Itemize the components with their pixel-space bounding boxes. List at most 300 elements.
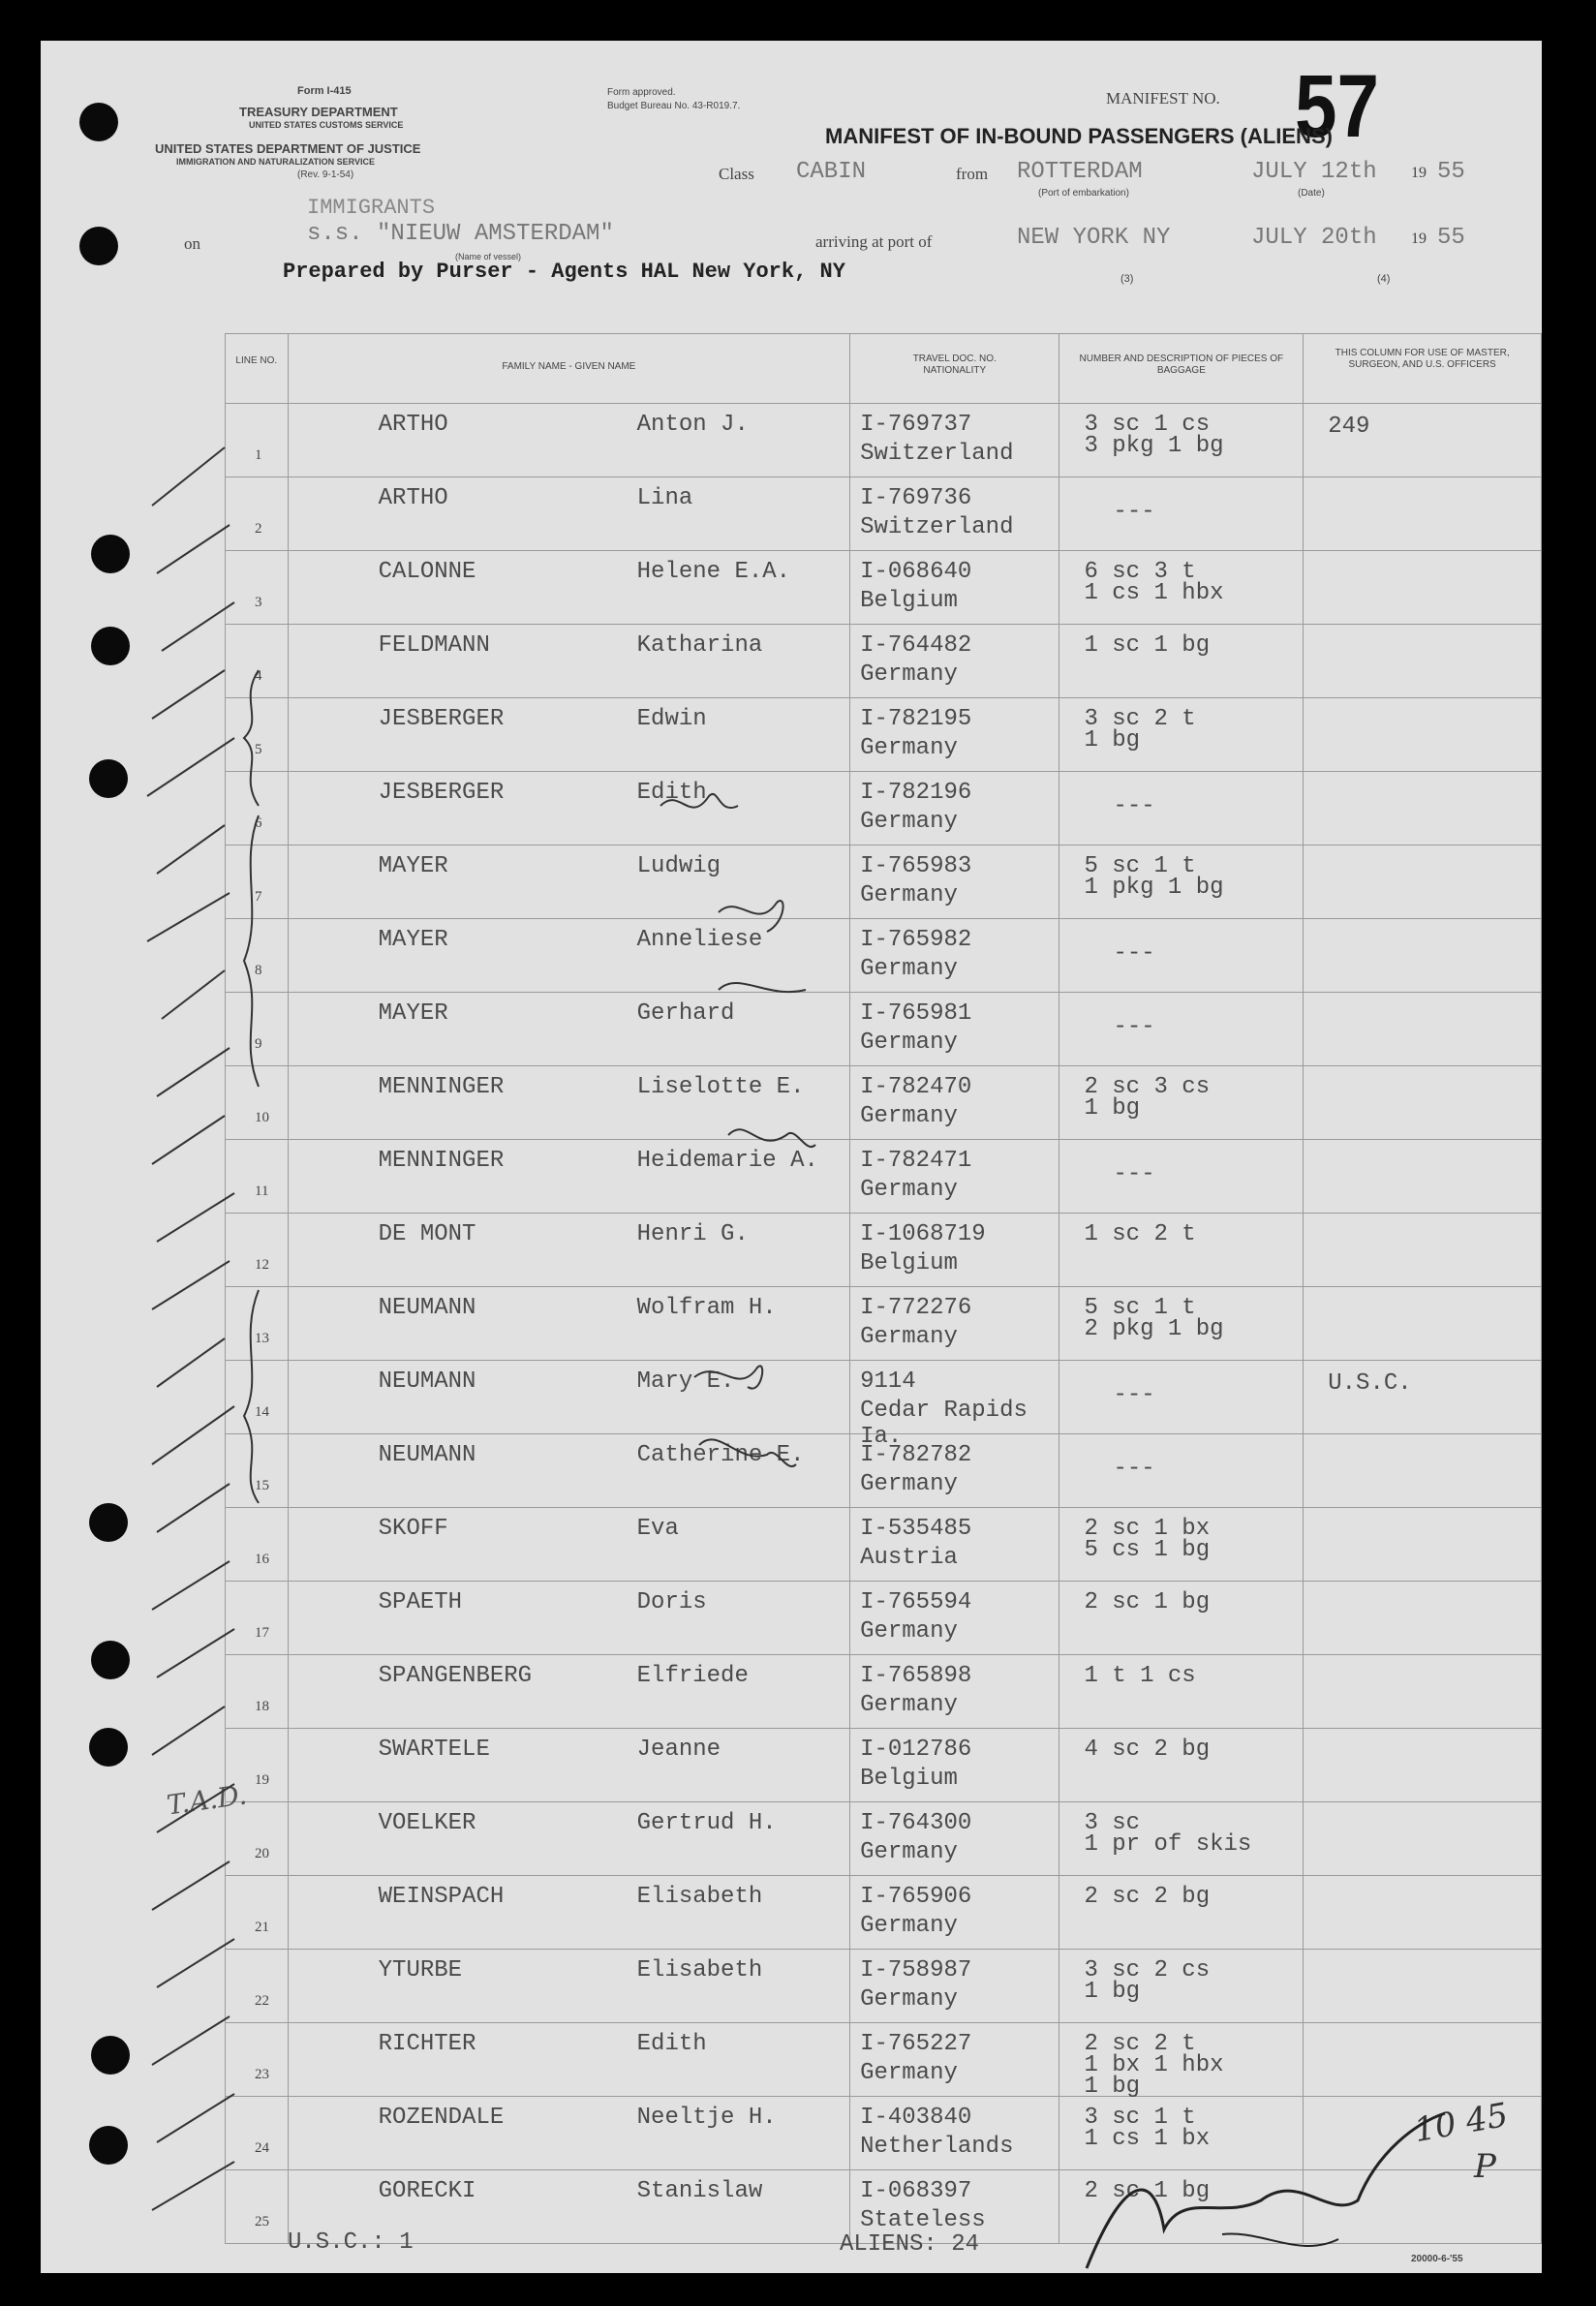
baggage-line: 5 sc 1 t bbox=[1084, 1295, 1196, 1321]
family-name: JESBERGER bbox=[378, 706, 505, 732]
line-number: 24 bbox=[255, 2140, 269, 2156]
officer-note: U.S.C. bbox=[1328, 1370, 1412, 1397]
punch-hole bbox=[89, 759, 128, 798]
travel-doc-number: I-772276 bbox=[860, 1295, 972, 1321]
officer-cell bbox=[1304, 993, 1542, 1066]
baggage-cell bbox=[1059, 477, 1304, 551]
line-number: 23 bbox=[255, 2067, 269, 2082]
baggage-none: --- bbox=[1113, 1382, 1155, 1408]
baggage-line: 2 pkg 1 bg bbox=[1084, 1316, 1224, 1342]
officer-cell bbox=[1304, 1655, 1542, 1729]
family-name: DE MONT bbox=[378, 1221, 476, 1247]
baggage-none: --- bbox=[1113, 1161, 1155, 1187]
family-name: RICHTER bbox=[378, 2031, 476, 2057]
table-row bbox=[226, 1582, 1542, 1655]
line-no-cell bbox=[226, 404, 289, 477]
name-cell bbox=[288, 1876, 849, 1950]
line-number: 3 bbox=[255, 595, 262, 610]
baggage-cell bbox=[1059, 993, 1304, 1066]
from-label: from bbox=[956, 165, 989, 183]
name-cell bbox=[288, 1361, 849, 1434]
travel-doc-cell bbox=[850, 477, 1059, 551]
given-name: Edith bbox=[636, 2031, 707, 2057]
line-number: 10 bbox=[255, 1110, 269, 1125]
baggage-cell bbox=[1059, 698, 1304, 772]
baggage-line: 3 sc bbox=[1084, 1810, 1141, 1836]
officer-cell bbox=[1304, 404, 1542, 477]
col-header-officers: THIS COLUMN FOR USE OF MASTER, SURGEON, AND U.S. OFFICERS bbox=[1304, 334, 1542, 404]
line-number: 1 bbox=[255, 447, 262, 463]
line-number: 7 bbox=[255, 889, 262, 905]
line-number: 13 bbox=[255, 1331, 269, 1346]
form-approved: Form approved. bbox=[607, 87, 676, 98]
baggage-none: --- bbox=[1113, 1014, 1155, 1040]
line-no-cell bbox=[226, 1582, 289, 1655]
line-no-cell bbox=[226, 698, 289, 772]
name-cell bbox=[288, 698, 849, 772]
name-cell bbox=[288, 477, 849, 551]
family-name: JESBERGER bbox=[378, 780, 505, 806]
margin-note: T.A.D. bbox=[165, 1778, 249, 1822]
table-row bbox=[226, 2097, 1542, 2170]
table-row bbox=[226, 1729, 1542, 1802]
line-number: 2 bbox=[255, 521, 262, 537]
given-name: Neeltje H. bbox=[636, 2105, 777, 2131]
baggage-line: 3 pkg 1 bg bbox=[1084, 433, 1224, 459]
baggage-cell bbox=[1059, 846, 1304, 919]
family-name: NEUMANN bbox=[378, 1295, 476, 1321]
baggage-line: 4 sc 2 bg bbox=[1084, 1737, 1211, 1763]
line-no-cell bbox=[226, 2023, 289, 2097]
given-name: Wolfram H. bbox=[636, 1295, 777, 1321]
name-cell bbox=[288, 772, 849, 846]
travel-doc-cell bbox=[850, 1140, 1059, 1214]
officer-cell bbox=[1304, 1287, 1542, 1361]
table-row bbox=[226, 625, 1542, 698]
baggage-line: 3 sc 2 t bbox=[1084, 706, 1196, 732]
family-name: SWARTELE bbox=[378, 1737, 490, 1763]
baggage-line: 3 sc 1 cs bbox=[1084, 412, 1211, 438]
family-name: GORECKI bbox=[378, 2178, 476, 2204]
travel-doc-number: I-068397 bbox=[860, 2178, 972, 2204]
name-cell bbox=[288, 919, 849, 993]
baggage-line: 5 cs 1 bg bbox=[1084, 1537, 1211, 1563]
line-no-cell bbox=[226, 1655, 289, 1729]
line-number: 14 bbox=[255, 1404, 269, 1420]
name-cell bbox=[288, 1582, 849, 1655]
baggage-line: 1 pr of skis bbox=[1084, 1831, 1252, 1858]
punch-hole bbox=[79, 103, 118, 141]
justice-dept: UNITED STATES DEPARTMENT OF JUSTICE bbox=[155, 141, 421, 156]
name-cell bbox=[288, 1066, 849, 1140]
line-no-cell bbox=[226, 1361, 289, 1434]
given-name: Ludwig bbox=[636, 853, 721, 879]
travel-doc-number: I-765981 bbox=[860, 1000, 972, 1027]
table-row bbox=[226, 1361, 1542, 1434]
travel-doc-cell bbox=[850, 772, 1059, 846]
table-row bbox=[226, 1287, 1542, 1361]
year-prefix: 19 bbox=[1411, 165, 1427, 181]
line-number: 21 bbox=[255, 1920, 269, 1935]
nationality: Belgium bbox=[860, 588, 958, 614]
given-name: Mary E. bbox=[636, 1368, 735, 1395]
baggage-line: 1 bg bbox=[1084, 1979, 1141, 2005]
travel-doc-number: I-012786 bbox=[860, 1737, 972, 1763]
line-no-cell bbox=[226, 2097, 289, 2170]
col4-marker: (4) bbox=[1377, 273, 1391, 285]
line-no-cell bbox=[226, 993, 289, 1066]
line-number: 11 bbox=[255, 1184, 269, 1199]
baggage-line: 1 bg bbox=[1084, 727, 1141, 753]
given-name: Edith bbox=[636, 780, 707, 806]
travel-doc-number: I-535485 bbox=[860, 1516, 972, 1542]
name-cell bbox=[288, 625, 849, 698]
baggage-cell bbox=[1059, 1729, 1304, 1802]
line-number: 8 bbox=[255, 963, 262, 978]
baggage-none: --- bbox=[1113, 793, 1155, 819]
punch-hole bbox=[91, 1641, 130, 1679]
margin-check-marks bbox=[147, 447, 234, 2210]
baggage-cell bbox=[1059, 1582, 1304, 1655]
given-name: Doris bbox=[636, 1589, 707, 1615]
travel-doc-number: I-765898 bbox=[860, 1663, 972, 1689]
baggage-line: 3 sc 1 t bbox=[1084, 2105, 1196, 2131]
form-number: Form I-415 bbox=[297, 85, 352, 97]
officer-cell bbox=[1304, 1361, 1542, 1434]
travel-doc-cell bbox=[850, 625, 1059, 698]
baggage-line: 2 sc 3 cs bbox=[1084, 1074, 1211, 1100]
given-name: Stanislaw bbox=[636, 2178, 763, 2204]
year-prefix-2: 19 bbox=[1411, 231, 1427, 247]
print-code: 20000-6-'55 bbox=[1411, 2254, 1463, 2264]
table-row bbox=[226, 551, 1542, 625]
travel-doc-number: I-1068719 bbox=[860, 1221, 986, 1247]
baggage-line: 2 sc 2 t bbox=[1084, 2031, 1196, 2057]
line-no-cell bbox=[226, 772, 289, 846]
baggage-line: 3 sc 2 cs bbox=[1084, 1957, 1211, 1983]
travel-doc-cell bbox=[850, 1582, 1059, 1655]
travel-doc-cell bbox=[850, 1287, 1059, 1361]
travel-doc-cell bbox=[850, 1655, 1059, 1729]
given-name: Katharina bbox=[636, 632, 763, 659]
table-row bbox=[226, 698, 1542, 772]
baggage-line: 5 sc 1 t bbox=[1084, 853, 1196, 879]
baggage-line: 2 sc 1 bg bbox=[1084, 2178, 1211, 2204]
arrival-year: 55 bbox=[1437, 225, 1465, 251]
baggage-cell bbox=[1059, 551, 1304, 625]
ins-service: IMMIGRATION AND NATURALIZATION SERVICE bbox=[176, 157, 375, 167]
given-name: Elfriede bbox=[636, 1663, 749, 1689]
nationality: Belgium bbox=[860, 1250, 958, 1276]
prepared-by: Prepared by Purser - Agents HAL New York, NY bbox=[283, 260, 845, 284]
table-row bbox=[226, 1508, 1542, 1582]
nationality: Germany bbox=[860, 2060, 958, 2086]
nationality: Germany bbox=[860, 1913, 958, 1939]
family-name: ARTHO bbox=[378, 485, 448, 511]
departure-date: JULY 12th bbox=[1251, 159, 1377, 185]
nationality: Germany bbox=[860, 882, 958, 908]
name-cell bbox=[288, 1214, 849, 1287]
officer-cell bbox=[1304, 698, 1542, 772]
given-name: Anton J. bbox=[636, 412, 749, 438]
travel-doc-number: I-764300 bbox=[860, 1810, 972, 1836]
nationality: Germany bbox=[860, 956, 958, 982]
manifest-sheet bbox=[41, 41, 1542, 2273]
line-number: 16 bbox=[255, 1552, 269, 1567]
family-name: FELDMANN bbox=[378, 632, 490, 659]
baggage-cell bbox=[1059, 2170, 1304, 2244]
officer-cell bbox=[1304, 1582, 1542, 1655]
table-row bbox=[226, 772, 1542, 846]
officer-cell bbox=[1304, 1508, 1542, 1582]
baggage-line: 2 sc 2 bg bbox=[1084, 1884, 1211, 1910]
table-row bbox=[226, 404, 1542, 477]
baggage-line: 1 bx 1 hbx bbox=[1084, 2052, 1224, 2078]
travel-doc-number: I-068640 bbox=[860, 559, 972, 585]
line-number: 17 bbox=[255, 1625, 269, 1641]
given-name: Gertrud H. bbox=[636, 1810, 777, 1836]
line-number: 12 bbox=[255, 1257, 269, 1273]
class-value: CABIN bbox=[796, 159, 867, 185]
arrival-port: NEW YORK NY bbox=[1017, 225, 1171, 251]
baggage-line: 6 sc 3 t bbox=[1084, 559, 1196, 585]
punch-hole bbox=[91, 2036, 130, 2075]
name-cell bbox=[288, 551, 849, 625]
baggage-cell bbox=[1059, 404, 1304, 477]
baggage-cell bbox=[1059, 1508, 1304, 1582]
nationality: Germany bbox=[860, 1618, 958, 1645]
given-name: Anneliese bbox=[636, 927, 763, 953]
punch-hole bbox=[89, 1728, 128, 1767]
name-cell bbox=[288, 2023, 849, 2097]
nationality: Cedar Rapids Ia. bbox=[860, 1398, 1028, 1450]
nationality: Germany bbox=[860, 1692, 958, 1718]
budget-bureau: Budget Bureau No. 43-R019.7. bbox=[607, 101, 741, 111]
nationality: Switzerland bbox=[860, 514, 1014, 540]
nationality: Stateless bbox=[860, 2207, 986, 2233]
travel-doc-number: I-765594 bbox=[860, 1589, 972, 1615]
travel-doc-number: I-765983 bbox=[860, 853, 972, 879]
baggage-cell bbox=[1059, 1434, 1304, 1508]
arrival-date: JULY 20th bbox=[1251, 225, 1377, 251]
travel-doc-number: I-782195 bbox=[860, 706, 972, 732]
punch-hole bbox=[79, 227, 118, 265]
nationality: Germany bbox=[860, 1986, 958, 2013]
time-note: 10 45 bbox=[1411, 2095, 1512, 2151]
given-name: Jeanne bbox=[636, 1737, 721, 1763]
line-no-cell bbox=[226, 846, 289, 919]
family-name: MENNINGER bbox=[378, 1074, 505, 1100]
usc-total: U.S.C.: 1 bbox=[288, 2229, 414, 2256]
travel-doc-cell bbox=[850, 919, 1059, 993]
baggage-cell bbox=[1059, 772, 1304, 846]
line-no-cell bbox=[226, 1950, 289, 2023]
line-no-cell bbox=[226, 1066, 289, 1140]
punch-hole bbox=[91, 627, 130, 665]
officer-cell bbox=[1304, 1729, 1542, 1802]
baggage-cell bbox=[1059, 1287, 1304, 1361]
baggage-line: 1 cs 1 bx bbox=[1084, 2126, 1211, 2152]
baggage-cell bbox=[1059, 1950, 1304, 2023]
given-name: Lina bbox=[636, 485, 693, 511]
line-number: 6 bbox=[255, 815, 262, 831]
travel-doc-number: I-769737 bbox=[860, 412, 972, 438]
given-name: Elisabeth bbox=[636, 1957, 763, 1983]
given-name: Eva bbox=[636, 1516, 679, 1542]
officer-cell bbox=[1304, 2170, 1542, 2244]
travel-doc-cell bbox=[850, 551, 1059, 625]
family-name: NEUMANN bbox=[378, 1442, 476, 1468]
table-row bbox=[226, 477, 1542, 551]
arriving-label: arriving at port of bbox=[815, 232, 933, 251]
travel-doc-number: I-782782 bbox=[860, 1442, 972, 1468]
officer-cell bbox=[1304, 1214, 1542, 1287]
embarkation-port: ROTTERDAM bbox=[1017, 159, 1143, 185]
manifest-title: MANIFEST OF IN-BOUND PASSENGERS (ALIENS) bbox=[825, 124, 1333, 148]
line-number: 25 bbox=[255, 2214, 269, 2229]
given-name: Heidemarie A. bbox=[636, 1148, 818, 1174]
name-cell bbox=[288, 1508, 849, 1582]
manifest-number: 57 bbox=[1295, 57, 1379, 156]
line-number: 18 bbox=[255, 1699, 269, 1714]
table-row bbox=[226, 1214, 1542, 1287]
family-name: YTURBE bbox=[378, 1957, 463, 1983]
given-name: Elisabeth bbox=[636, 1884, 763, 1910]
baggage-line: 1 bg bbox=[1084, 2074, 1141, 2100]
treasury-dept: TREASURY DEPARTMENT bbox=[239, 105, 398, 119]
baggage-line: 1 pkg 1 bg bbox=[1084, 875, 1224, 901]
line-number: 20 bbox=[255, 1846, 269, 1861]
nationality: Germany bbox=[860, 661, 958, 688]
table-row bbox=[226, 1802, 1542, 1876]
officer-cell bbox=[1304, 846, 1542, 919]
family-name: CALONNE bbox=[378, 559, 476, 585]
baggage-none: --- bbox=[1113, 940, 1155, 967]
travel-doc-number: I-765906 bbox=[860, 1884, 972, 1910]
line-number: 4 bbox=[255, 668, 262, 684]
nationality: Germany bbox=[860, 809, 958, 835]
officer-cell bbox=[1304, 1066, 1542, 1140]
form-revision: (Rev. 9-1-54) bbox=[297, 169, 354, 180]
baggage-cell bbox=[1059, 1066, 1304, 1140]
col-header-baggage: NUMBER AND DESCRIPTION OF PIECES OF BAGGAGE bbox=[1059, 334, 1304, 404]
aliens-total: ALIENS: 24 bbox=[840, 2231, 980, 2258]
line-number: 5 bbox=[255, 742, 262, 757]
baggage-line: 1 sc 2 t bbox=[1084, 1221, 1196, 1247]
travel-doc-cell bbox=[850, 993, 1059, 1066]
family-name: VOELKER bbox=[378, 1810, 476, 1836]
baggage-line: 2 sc 1 bg bbox=[1084, 1589, 1211, 1615]
baggage-line: 1 sc 1 bg bbox=[1084, 632, 1211, 659]
vessel-caption: (Name of vessel) bbox=[455, 252, 522, 261]
travel-doc-number: I-758987 bbox=[860, 1957, 972, 1983]
given-name: Liselotte E. bbox=[636, 1074, 805, 1100]
officer-cell bbox=[1304, 2023, 1542, 2097]
travel-doc-cell bbox=[850, 1729, 1059, 1802]
officer-cell bbox=[1304, 1950, 1542, 2023]
family-name: MAYER bbox=[378, 927, 448, 953]
officer-note: 249 bbox=[1328, 414, 1370, 440]
travel-doc-number: I-403840 bbox=[860, 2105, 972, 2131]
baggage-none: --- bbox=[1113, 1456, 1155, 1482]
line-no-cell bbox=[226, 1434, 289, 1508]
table-row bbox=[226, 1655, 1542, 1729]
travel-doc-cell bbox=[850, 1508, 1059, 1582]
embarkation-caption: (Port of embarkation) bbox=[1038, 188, 1129, 199]
name-cell bbox=[288, 404, 849, 477]
given-name: Gerhard bbox=[636, 1000, 735, 1027]
baggage-line: 1 cs 1 hbx bbox=[1084, 580, 1224, 606]
family-name: WEINSPACH bbox=[378, 1884, 505, 1910]
travel-doc-number: I-782471 bbox=[860, 1148, 972, 1174]
line-no-cell bbox=[226, 2170, 289, 2244]
travel-doc-cell bbox=[850, 1214, 1059, 1287]
line-no-cell bbox=[226, 1876, 289, 1950]
table-row bbox=[226, 919, 1542, 993]
name-cell bbox=[288, 2097, 849, 2170]
travel-doc-number: I-765982 bbox=[860, 927, 972, 953]
travel-doc-number: I-765227 bbox=[860, 2031, 972, 2057]
col-header-travel-doc: TRAVEL DOC. NO. NATIONALITY bbox=[850, 334, 1059, 404]
baggage-cell bbox=[1059, 1655, 1304, 1729]
table-row bbox=[226, 1066, 1542, 1140]
baggage-line: 1 t 1 cs bbox=[1084, 1663, 1196, 1689]
line-no-cell bbox=[226, 1802, 289, 1876]
given-name: Helene E.A. bbox=[636, 559, 791, 585]
travel-doc-cell bbox=[850, 846, 1059, 919]
baggage-cell bbox=[1059, 1876, 1304, 1950]
table-header-row bbox=[226, 334, 1542, 404]
officer-cell bbox=[1304, 551, 1542, 625]
travel-doc-cell bbox=[850, 2097, 1059, 2170]
name-cell bbox=[288, 1434, 849, 1508]
travel-doc-number: I-782196 bbox=[860, 780, 972, 806]
col-header-line-no: LINE NO. bbox=[226, 334, 289, 404]
family-name: MAYER bbox=[378, 1000, 448, 1027]
time-suffix: P bbox=[1474, 2147, 1496, 2186]
baggage-cell bbox=[1059, 1802, 1304, 1876]
line-number: 19 bbox=[255, 1772, 269, 1788]
baggage-none: --- bbox=[1113, 499, 1155, 525]
name-cell bbox=[288, 1287, 849, 1361]
given-name: Edwin bbox=[636, 706, 707, 732]
nationality: Germany bbox=[860, 1324, 958, 1350]
col3-marker: (3) bbox=[1120, 273, 1134, 285]
officer-cell bbox=[1304, 1434, 1542, 1508]
name-cell bbox=[288, 1140, 849, 1214]
travel-doc-number: 9114 bbox=[860, 1368, 916, 1395]
col-header-name: FAMILY NAME - GIVEN NAME bbox=[288, 334, 849, 404]
travel-doc-number: I-764482 bbox=[860, 632, 972, 659]
travel-doc-number: I-782470 bbox=[860, 1074, 972, 1100]
line-no-cell bbox=[226, 625, 289, 698]
class-label: Class bbox=[719, 165, 754, 183]
passenger-table bbox=[225, 333, 1542, 2244]
family-name: MAYER bbox=[378, 853, 448, 879]
on-label: on bbox=[184, 234, 200, 253]
table-row bbox=[226, 846, 1542, 919]
nationality: Switzerland bbox=[860, 441, 1014, 467]
punch-hole bbox=[89, 1503, 128, 1542]
baggage-cell bbox=[1059, 625, 1304, 698]
line-number: 15 bbox=[255, 1478, 269, 1493]
given-name: Catherine E. bbox=[636, 1442, 805, 1468]
officer-cell bbox=[1304, 919, 1542, 993]
name-cell bbox=[288, 846, 849, 919]
name-cell bbox=[288, 1802, 849, 1876]
family-name: SPAETH bbox=[378, 1589, 463, 1615]
baggage-cell bbox=[1059, 1214, 1304, 1287]
